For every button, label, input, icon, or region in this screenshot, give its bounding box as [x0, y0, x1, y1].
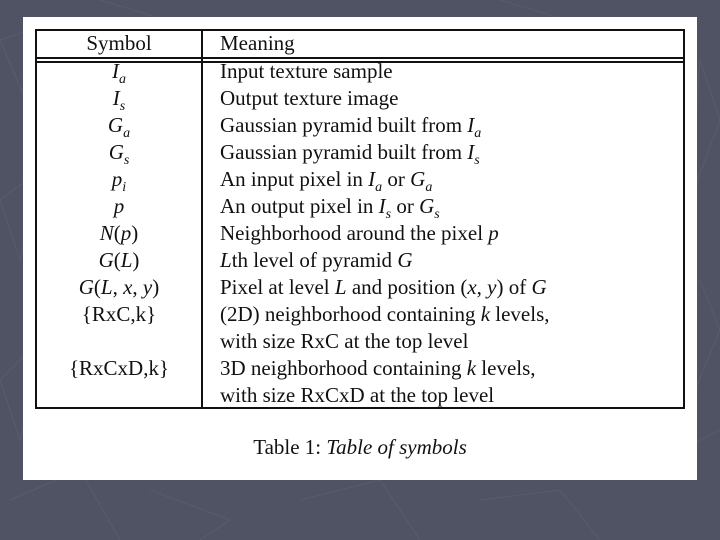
meaning-cell: An input pixel in $I_a$ or $G_a$: [220, 167, 433, 196]
symbol-cell: $p_i$: [111, 167, 127, 196]
table-caption: [23, 435, 697, 460]
caption-title: Table of symbols: [326, 435, 467, 459]
meaning-cell: Neighborhood around the pixel p: [220, 221, 499, 245]
symbol-cell: N(p): [99, 221, 139, 245]
symbol-cell: G(L, x, y): [78, 275, 160, 299]
meaning-cell: 3D neighborhood containing k levels,: [220, 356, 536, 380]
meaning-cell: An output pixel in $I_s$ or $G_s$: [220, 194, 440, 223]
header-meaning: Meaning: [220, 31, 295, 55]
meaning-cell: Gaussian pyramid built from $I_a$: [220, 113, 482, 142]
meaning-cell: Output texture image: [220, 86, 399, 110]
symbol-cell: {RxC,k}: [81, 302, 157, 326]
meaning-cell: Input texture sample: [220, 59, 393, 83]
header-symbol: Symbol: [86, 31, 152, 55]
slide: [23, 17, 697, 480]
symbol-cell: $G_s$: [108, 140, 130, 169]
symbol-cell: $I_s$: [112, 86, 126, 115]
meaning-cell: Gaussian pyramid built from $I_s$: [220, 140, 480, 169]
symbol-cell: {RxCxD,k}: [68, 356, 170, 380]
column-divider: [201, 31, 203, 407]
symbol-cell: $G_a$: [107, 113, 131, 142]
meaning-cell-continued: with size RxC at the top level: [220, 329, 469, 353]
symbol-cell: p: [113, 194, 125, 218]
symbol-cell: $I_a$: [112, 59, 126, 88]
symbols-table: [35, 29, 685, 409]
meaning-cell: Pixel at level L and position (x, y) of G: [220, 275, 547, 299]
meaning-cell: Lth level of pyramid G: [220, 248, 413, 272]
caption-label: Table 1:: [253, 435, 327, 459]
symbol-cell: G(L): [98, 248, 140, 272]
meaning-cell: (2D) neighborhood containing k levels,: [220, 302, 550, 326]
meaning-cell-continued: with size RxCxD at the top level: [220, 383, 495, 407]
